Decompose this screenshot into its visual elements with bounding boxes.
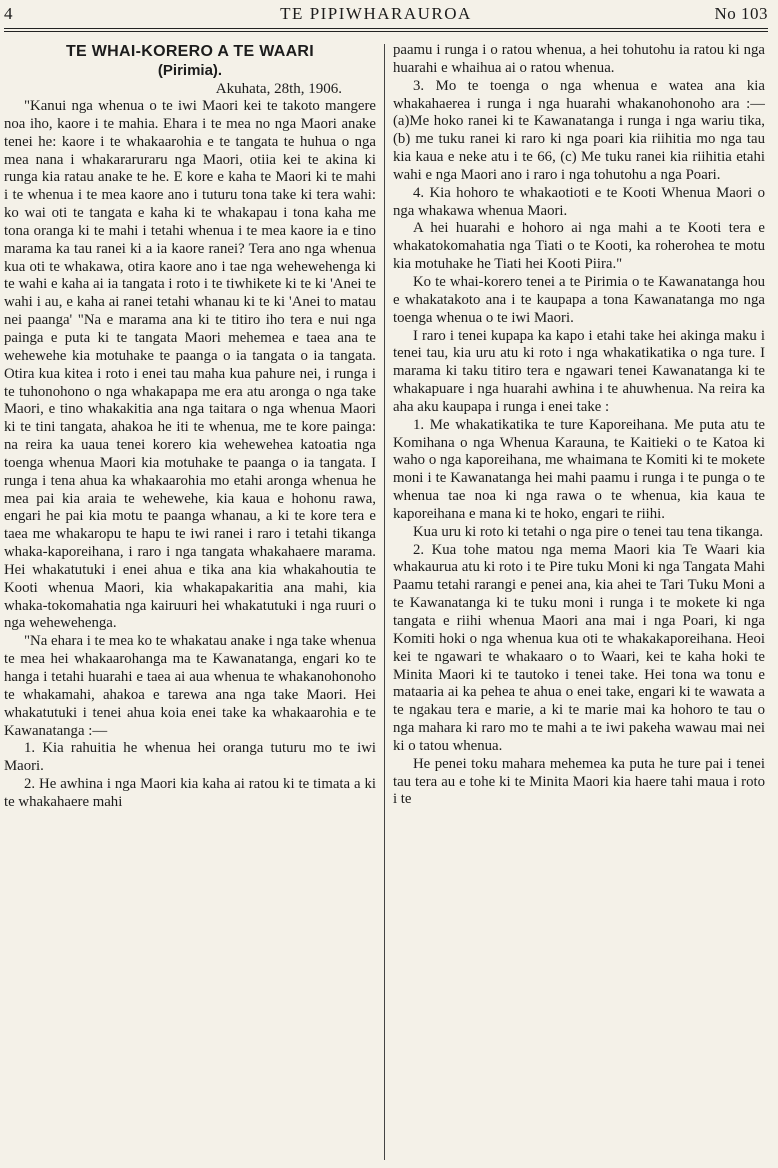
paragraph: 1. Me whakatikatika te ture Kaporeihana. Me puta atu te Komihana o nga Whenua Karauna, te Kaitieki o te Katoa ki waho o nga kaporeihana, me whaimana te Komiti ki te mokete moni i te Kawanatanga hei mahi paamu i runga i te punga o te whenua tae noa ki nga rawa o te whenua, kia kaua te kaporeihana e mana ki te hoko, engari te riihi. — [393, 416, 765, 522]
paragraph: 2. He awhina i nga Maori kia kaha ai ratou ki te timata a ki te whakahaere mahi — [4, 776, 376, 810]
article-dateline: Akuhata, 28th, 1906. — [215, 81, 342, 97]
header-rule — [4, 28, 768, 29]
paragraph: 3. Mo te toenga o nga whenua e watea ana kia whakahaerea i runga i nga huarahi whakanohonoho ara :—(a)Me hoko ranei ki te Kawanatanga i runga i nga wariu tika, (b) me tuku ranei ki raro ki nga poari kia riihitia mo nga tau kia kaua e neke atu i te 66, (c) Me tuku ranei kia riihitia etahi wahi e nga Maori ano i raro i nga tohutohu a nga Poari. — [393, 77, 765, 183]
paragraph: 1. Kia rahuitia he whenua hei oranga tuturu mo te iwi Maori. — [4, 740, 376, 775]
article-columns — [4, 42, 768, 1168]
paragraph: paamu i runga i o ratou whenua, a hei tohutohu ia ratou ki nga huarahi e whaihua ai o ratou whenua. — [393, 42, 765, 76]
paragraph: He penei toku mahara mehemea ka puta he ture pai i tenei tau tera au e tohe ki te Minita Maori kia haere tahi maua i roto i te — [393, 755, 765, 808]
page-number: 4 — [4, 4, 13, 23]
header-rule-thin — [4, 31, 768, 32]
article-title: TE WHAI-KORERO A TE WAARI — [65, 43, 315, 60]
paragraph: Ko te whai-korero tenei a te Pirimia o te Kawanatanga hou e whakatakoto ana i te kaupapa a tona Kawanatanga mo nga toenga whenua o te iwi Maori. — [393, 273, 765, 326]
left-column — [4, 42, 384, 1168]
page-header — [4, 0, 768, 28]
paragraph: I raro i tenei kupapa ka kapo i etahi take hei akinga maku i tenei tau, kia uru atu ki roto i nga whakatikatika o nga ture. I marama ki taku titiro tera e ngawari tenei Kawanatanga ki te whakapuare i nga huarahi awhina i te ahuwhenua. Na reira ka aha aku kaupapa i runga i enei take : — [393, 327, 765, 415]
paragraph: A hei huarahi e hohoro ai nga mahi a te Kooti tera e whakatokomahatia nga Tiati o te Kooti, ka roherohea te motu kia motuhake he Tiati hei Kooti Piira." — [393, 220, 765, 273]
issue-number: No 103 — [714, 4, 768, 23]
right-column — [385, 42, 765, 1168]
masthead-title: TE PIPIWHARAUROA — [280, 4, 472, 23]
paragraph: 2. Kua tohe matou nga mema Maori kia Te Waari kia whakaurua atu ki roto i te Pire tuku Moni ki nga Tangata Mahi Paamu tetahi rarangi e penei ana, kia ahei te Tari Tuku Moni a te Kawanatanga ki te tuku moni i runga i te mokete ki nga tangata e riihi whenua Maori ana mai i nga Poari, ki nga Komiti hoki o nga whenua kua oti te whakakaporeihana. Heoi kei te ngawari te whakaaro o to Waari, kei te kaha hoki te Minita Maori ki te tautoko i tenei take. Hei tona wa tonu e mataaria ai ka pehea te ahua o enei take, engari ki te wawata a te ngakau tera e marie, a ki te marie mai ka hohoro te tau o nga mahara ki raro mo te mahi a te iwi pakeha wawau mai nei ki o tatou whenua. — [393, 541, 765, 754]
paragraph: 4. Kia hohoro te whakaotioti e te Kooti Whenua Maori o nga whakawa whenua Maori. — [393, 184, 765, 219]
paragraph: "Kanui nga whenua o te iwi Maori kei te takoto mangere noa iho, kaore i te mahia. Ehara i te mea no nga Maori anake tenei he: kaore i te whakaarohia e te tangata te huhua o nga mea nana i whakararuraru nga Maori, otiia kei te akina ki runga kia ratau anake te he. E kore e kaha te Maori ki te mahi i te whenua i te mea kaore ano i tuturu tona take ki tera wahi: ko wai oti te tangata e kaha ki te whakapau i tona kaha me tona oranga ki te mahi i tetahi whenua i te mea kaore ia e tino marama ka tau ranei ki a ia kaore ranei? Tera ano nga whenua kua oti te whakawa, otira kaore ano i tae nga wehewehenga ki te wahi e kaha ai ia tangata i roto i te tiwhikete ki te ki 'Anei te wahi i au, e kaha ai ranei tetahi whanau ki te ki 'Anei to matau nei paanga' "Na e marama ana ki te titiro iho tera e nui nga painga e puta ki te tangata Maori mehemea e taea ana te wehewehe kia motuhake te paanga o ia tangata o ia tangata. Otira kua kitea i roto i enei tau maha kua pahure nei, i runga i te tuhonohono o nga whakapapa me era atu aronga o nga take Maori, e tino whakakitia ana nga taitara o nga whenua Maori ki te tini tangata, ahakoa he iti te whenua, me te kore painga: na reira ka uaua tenei korero kia wehewehea katoatia nga toenga whenua Maori kia motuhake te paanga o ia tangata. I runga i tena ahua ka whakaarohia mo etahi aronga whenua he mea pai kia araia te wehewehe, kia kaua e hohonu rawa, engari he pai kia motu te paanga whanau, a ki te kore tera e taea me whakaropu te hapu te iwi ranei i raro i tetahi tikanga whaka-kaporeihana, i raro i nga tangata whakahaere marama. Hei whakatutuki i enei ahua e tika ana kia whakahoutia te Kooti whenua Maori, kia whakapakaritia ana mahi, kia whaka-tokomahatia nga kairuuri hei whakatutuki i nga ruuri o nga wehewehenga. — [4, 98, 376, 632]
paragraph: "Na ehara i te mea ko te whakatau anake i nga take whenua te mea hei whakaarohanga ma te Kawanatanga, engari ko te hanga i tetahi huarahi e taea ai aua whenua te whakanohonoho te whakamahi, ahakoa e tarewa ana nga take Maori. Hei whakatutuki i tenei ahua koia enei take ka whakaarohia e te Kawanatanga :— — [4, 633, 376, 739]
article-subtitle: (Pirimia). — [157, 62, 223, 79]
paragraph: Kua uru ki roto ki tetahi o nga pire o tenei tau tena tikanga. — [413, 523, 764, 540]
